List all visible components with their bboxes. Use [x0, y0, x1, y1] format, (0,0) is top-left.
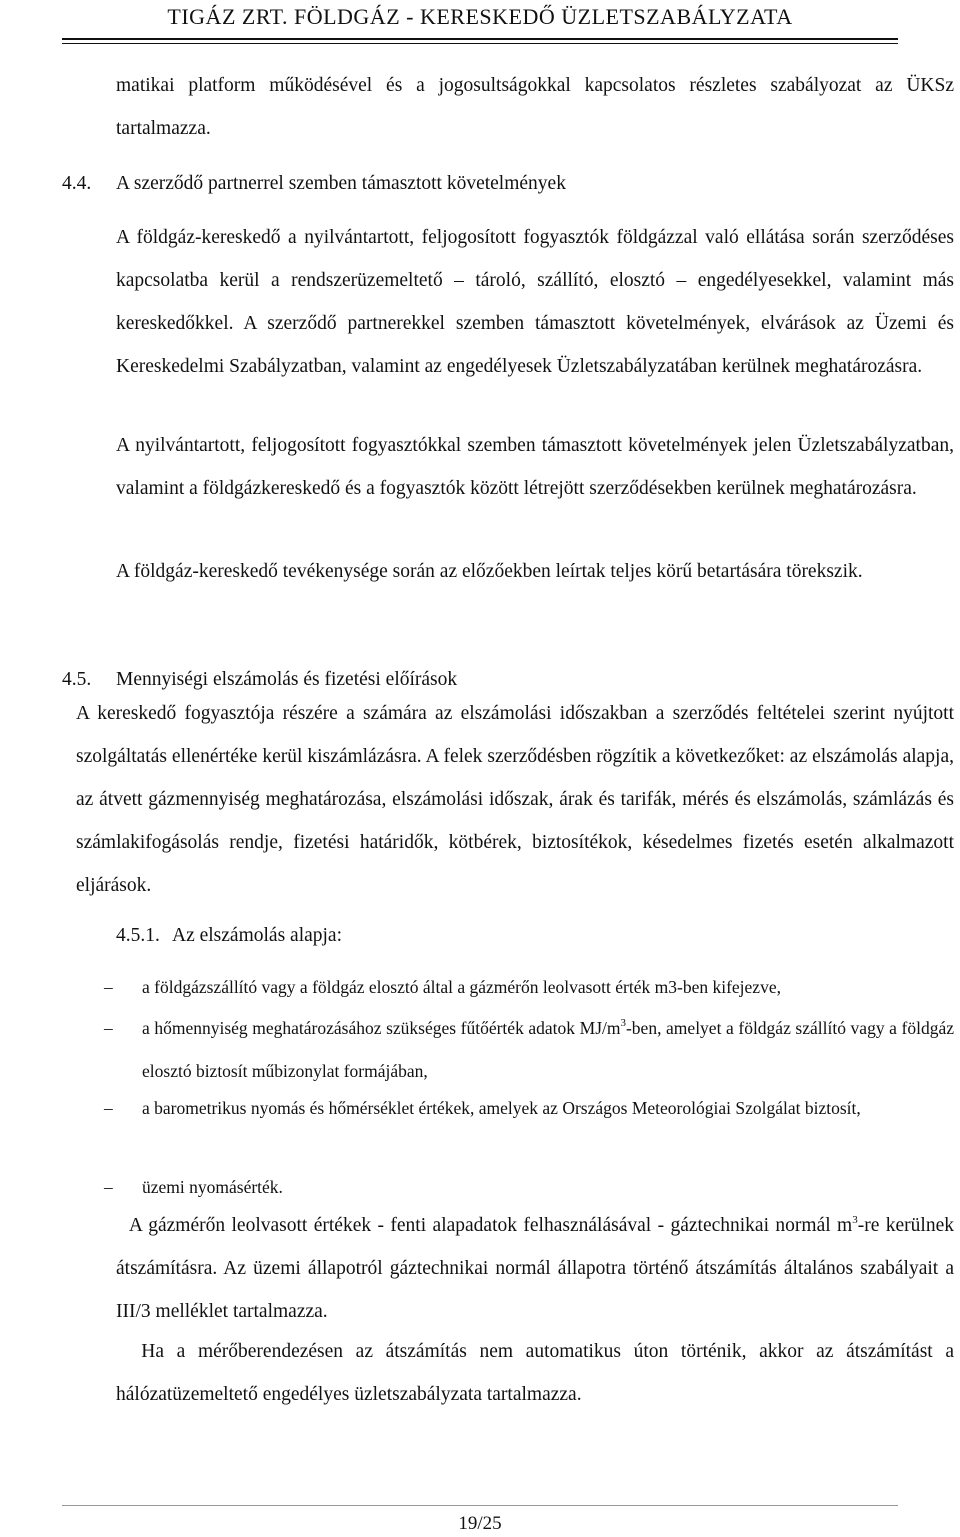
paragraph-continuation: matikai platform működésével és a jogosultságokkal kapcsolatos részletes szabályozat az ÜKSz tartalmazza.	[116, 75, 954, 139]
header-rule-thin	[62, 43, 898, 44]
dash-bullet: –	[104, 1177, 113, 1197]
list-item	[104, 1166, 954, 1209]
section-title: A szerződő partnerrel szemben támasztott követelmények	[116, 173, 566, 194]
section-title: Mennyiségi elszámolás és fizetési előírások	[116, 669, 458, 690]
section-number: 4.4.	[62, 173, 92, 194]
paragraph-requirements	[116, 216, 954, 388]
dash-bullet: –	[104, 1018, 113, 1038]
section-number: 4.5.	[62, 669, 92, 690]
paragraph-billing: A kereskedő fogyasztója részére a számára az elszámolási időszakban a szerződés feltételei szerint nyújtott szolgáltatás ellenértéke kerül kiszámlázásra. A felek szerződésben rögzítik a következőket: az elszámolás alapja, az átvett gázmennyiség meghatározása, elszámolási időszak, árak és tarifák, mérés és elszámolás, számlázás és számlakifogásolás rendje, fizetési határidők, kötbérek, biztosítékok, késedelmes fizetés esetén alkalmazott eljárások.	[76, 703, 954, 896]
list-item	[104, 1087, 954, 1130]
header-rule	[62, 38, 898, 40]
footer-rule	[62, 1505, 898, 1506]
list-item-text: üzemi nyomásérték.	[142, 1177, 283, 1197]
page-header: TIGÁZ ZRT. FÖLDGÁZ - KERESKEDŐ ÜZLETSZABÁLYZATA	[167, 4, 793, 29]
page-number: 19/25	[458, 1513, 502, 1534]
paragraph-text-sans: A szerződő partnerekkel szemben támasztott követelmények, elvárások az Üzemi és Kereskedelmi Szabályzatban, valamint az engedélyesek Üzletszabályzatában kerülnek meghatározásra.	[116, 313, 954, 377]
section-4-4-heading	[62, 162, 954, 205]
paragraph-conversion: A gázmérőn leolvasott értékek - fenti alapadatok felhasználásával - gáztechnikai normál $m^3-re$ kerülnek átszámításra. Az üzemi állapotról gáztechnikai normál állapotra történő átszámítás általános szabályait a III/3 melléklet tartalmazza.	[116, 1214, 954, 1322]
dash-bullet: –	[104, 977, 113, 997]
paragraph-compliance: A földgáz-kereskedő tevékenysége során az előzőekben leírtak teljes körű betartására törekszik.	[116, 561, 863, 582]
list-item-text: a földgázszállító vagy a földgáz elosztó által a gázmérőn leolvasott érték m3-ben kifejezve,	[142, 977, 781, 997]
section-title: Az elszámolás alapja:	[172, 925, 343, 946]
paragraph-consumers: A nyilvántartott, feljogosított fogyasztókkal szemben támasztott követelmények jelen Üzletszabályzatban, valamint a földgázkereskedő és a fogyasztók között létrejött szerződésekben kerülnek meghatározásra.	[116, 435, 954, 499]
section-4-5-1-heading	[116, 914, 954, 957]
section-number: 4.5.1.	[116, 925, 160, 946]
list-item	[104, 1007, 954, 1093]
list-item	[104, 966, 954, 1009]
dash-bullet: –	[104, 1098, 113, 1118]
paragraph-automatic: Ha a mérőberendezésen az átszámítás nem automatikus úton történik, akkor az átszámítást a hálózatüzemeltető engedélyes üzletszabályzata tartalmazza.	[116, 1341, 955, 1405]
paragraph-text: A földgáz-kereskedő a nyilvántartott, feljogosított fogyasztók földgázzal való ellátása során szerződéses kapcsolatba kerül a rendszerüzemeltető – tároló, szállító, elosztó – engedélyesekkel, valamint más kereskedőkkel.	[116, 227, 954, 334]
list-item-text: a hőmennyiség meghatározásához szükséges fűtőérték adatok $MJ/m^3$-ben, amelyet a földgáz szállító vagy a földgáz elosztó biztosít műbizonylat formájában,	[142, 1017, 954, 1081]
list-item-text: a barometrikus nyomás és hőmérséklet értékek, amelyek az Országos Meteorológiai Szolgálat biztosít,	[142, 1098, 861, 1118]
